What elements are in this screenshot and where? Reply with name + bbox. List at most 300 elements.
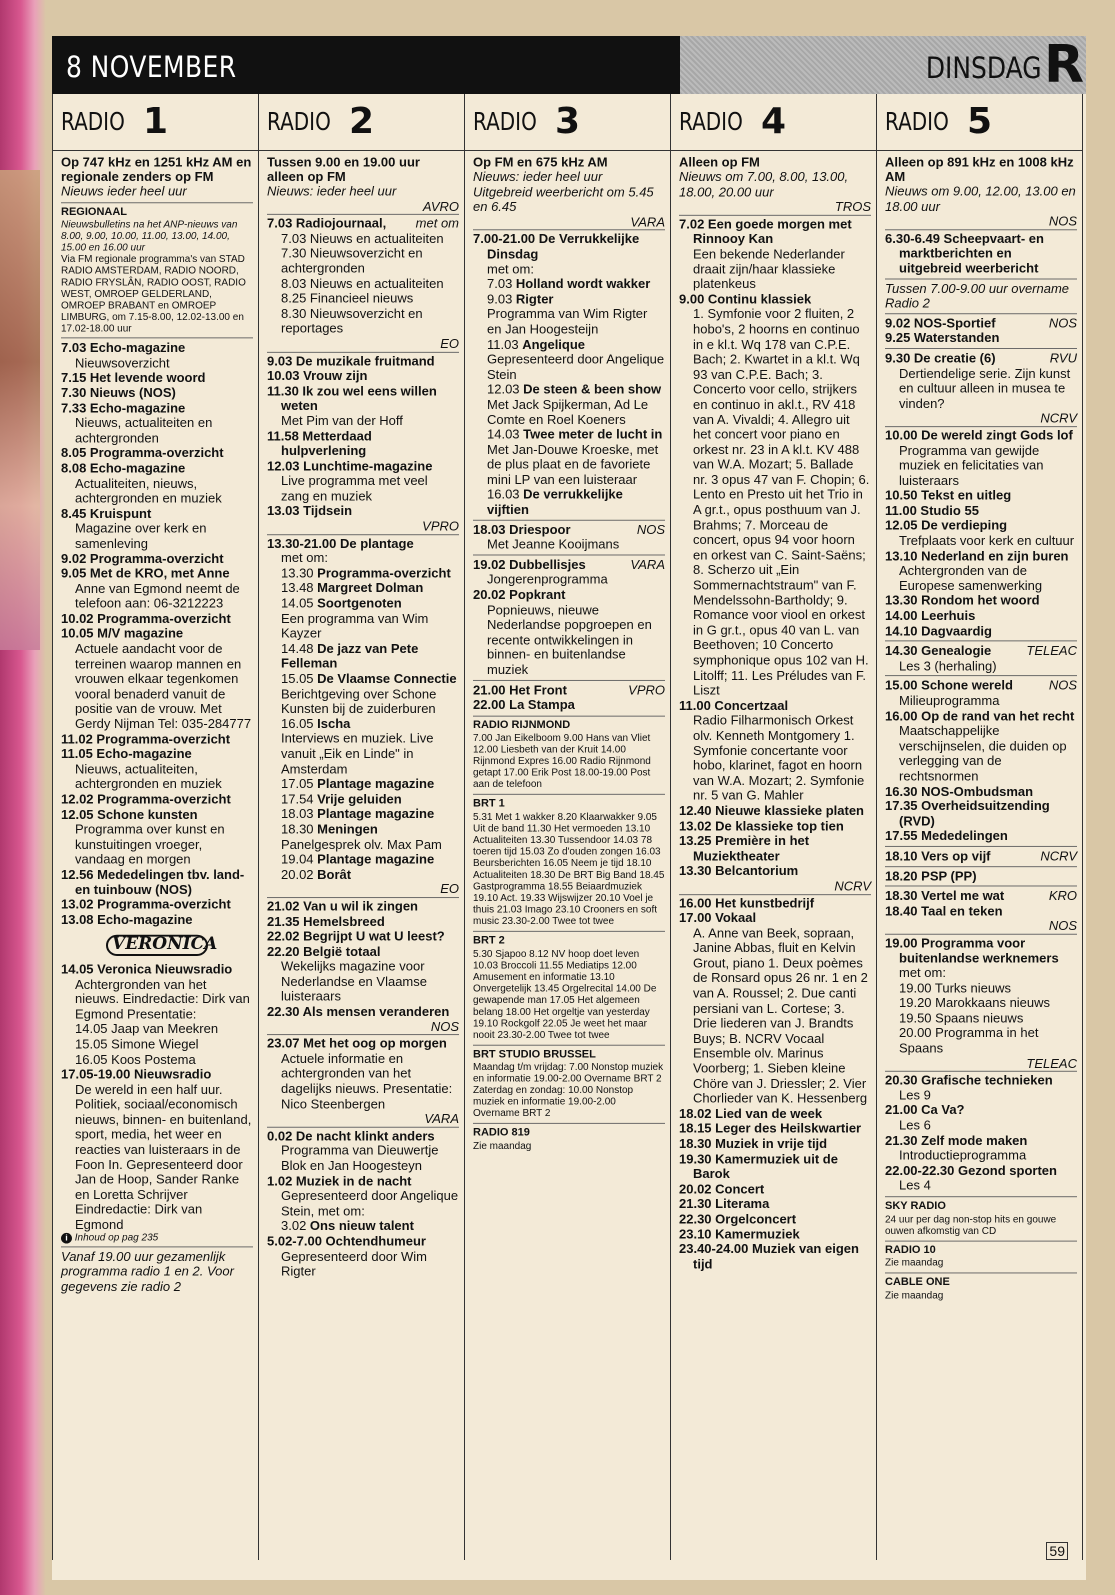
sub-program-title: Holland wordt wakker [515,276,651,292]
sub-program-time: 20.02 [281,866,318,882]
regional-station-title: CABLE ONE [885,1273,1077,1291]
divider [61,1246,253,1247]
program-title: 10.03 Vrouw zijn [267,368,368,383]
program-title: 7.33 Echo-magazine [61,400,186,416]
divider [885,676,1077,677]
program-title: 12.40 Nieuwe klassieke platen [679,803,864,818]
sub-program-title: Programma-overzicht [317,565,451,581]
page-day: DINSDAG [926,51,1042,85]
program-title: 20.30 Grafische technieken [885,1072,1053,1088]
program-title: 0.02 De nacht klinkt anders [267,1128,435,1143]
photo-strip [0,170,40,650]
program-description: Met Jeanne Kooijmans [487,537,620,552]
program-row [885,678,1077,693]
program-title: 8.05 Programma-overzicht [61,445,224,461]
program-title: 7.15 Het levende woord [61,370,206,386]
program-title: 10.05 M/V magazine [61,626,184,641]
program-title: 21.02 Van u wil ik zingen [267,898,418,914]
content-reference-text: Inhoud op pag 235 [72,1232,159,1244]
program-title: 22.30 Orgelconcert [679,1211,797,1227]
program-title: 16.00 Op de rand van het recht [885,708,1075,723]
channel-label: RADIO [267,107,331,137]
program-title: 12.03 Lunchtime-magazine [267,458,433,474]
program-description: Achtergronden van het nieuws. Eindredactie: Dirk van Egmond Presentatie: [75,976,250,1022]
program-title: 17.35 Overheidsuitzending (RVD) [885,798,1050,829]
section-badge: R [1044,35,1085,95]
program-title: 18.10 Vers op vijf [885,848,991,864]
news-info: Nieuws: ieder heel uur Uitgebreid weerbericht om 5.45 en 6.45 [473,169,654,215]
program-row [885,316,1077,331]
broadcaster: RVU [1049,350,1077,366]
channel-label: RADIO [885,107,949,137]
regional-station-schedule: Zie maandag [885,1258,944,1269]
program-title: 18.20 PSP (PP) [885,868,977,884]
divider [473,554,665,555]
regional-station-schedule: 7.00 Jan Eikelboom 9.00 Hans van Vliet 12.00 Liesbeth van der Kruit 14.00 Rijnmond Expres 16.00 Radio Rijnmond getapt 17.00 Erik Post 18.00-19.00 Post aan de telefoon [473,733,651,791]
program-title: 22.00 La Stampa [473,697,575,712]
program-description: Achtergronden van de Europese samenwerking [899,563,1043,593]
program-title: 8.08 Echo-magazine [61,460,186,476]
regional-station-title: BRT 1 [473,794,665,812]
broadcaster-label: NOS [885,919,1077,935]
program-title: 8.45 Kruispunt [61,505,152,521]
program-title: 22.30 Als mensen veranderen [267,1004,450,1019]
program-title: 22.02 Begrijpt U wat U leest? [267,929,445,944]
program-description: Dertiendelige serie. Zijn kunst en cultuur alleen in musea te vinden? [899,365,1071,411]
program-title: 19.02 Dubbellisjes [473,557,586,572]
sub-program-title: Plantage magazine [317,776,435,792]
program-title: 17.05-19.00 Nieuwsradio [61,1067,212,1082]
program-description: Programma van gewijde muziek en felicitaties van luisteraars [899,443,1044,488]
program-title: 12.56 Mededelingen tbv. land- en tuinbouw (NOS) [61,867,245,897]
program-description: met om: [487,261,534,277]
divider [885,846,1077,847]
divider [473,680,665,681]
broadcaster: VARA [630,557,665,572]
sub-program [885,1011,1077,1026]
sub-program [473,292,665,307]
sub-program-description: Panelgesprek olv. Max Pam [281,836,442,852]
sub-program-time: 14.05 Jaap van Meekren [75,1021,219,1037]
program-title: 13.30-21.00 De plantage [267,535,414,551]
program-title: 18.30 Muziek in vrije tijd [679,1136,828,1151]
channel-title [877,94,1082,151]
program-description: Anne van Egmond neemt de telefoon aan: 06-3212223 [75,581,240,611]
program-description: 1. Symfonie voor 2 fluiten, 2 hobo's, 2 hoorns en continuo in e kl.t. Wq 178 van C.P.E. Bach; 2. Kwartet in a kl.t. Wq 93 van C.P.E. Bach; 3. Concerto voor cello, strijkers en continuo in akl.t., RV 418 van A. Vivaldi; 4. Allegro uit het concert voor piano en orkest nr. 23 in A kl.t. KV 488 van W.A. Mozart; 5. Ballade nr. 3 opus 47 van F. Chopin; 6. Lento en Presto uit het Trio in A gr.t., opus posthuum van J. Brahms; 7. Morceau de concert, opus 94 voor hoorn en orkest van C. Saint-Saëns; 8. Scherzo uit „Ein Sommernachtstraum" van F. Mendelssohn-Bartholdy; 9. Romance voor viool en orkest in G gr.t., opus 40 van L. van Beethoven; 10 Concerto symphonique opus 102 van H. Litolff; 11. Les Préludes van F. Liszt [693,306,870,698]
frequency-info: Op 747 kHz en 1251 kHz AM en regionale zenders op FM [61,155,252,184]
sub-program-time: 19.00 Turks nieuws [899,980,1012,996]
sub-program [267,306,459,336]
sub-program [473,382,665,397]
sub-program [267,671,459,686]
news-info: Nieuws ieder heel uur [61,183,187,199]
regional-station-schedule: Zie maandag [885,1290,944,1302]
program-row [885,644,1077,659]
program-description: Programma over kunst en kunstuitingen vroeger, vandaag en morgen [75,821,225,867]
program-title: 19.30 Kamermuziek uit de Barok [679,1151,838,1181]
program-description: Nieuws, actualiteiten en achtergronden [75,415,213,446]
sub-program-time: 18.30 [281,821,318,837]
program-description: Les 4 [899,1178,931,1193]
channel-column-radio-1 [53,94,259,1560]
sub-program-time: 15.05 [281,671,318,686]
sub-program-description: Met Jack Spijkerman, Ad Le Comte en Roel Koeners [487,397,649,427]
divider [885,886,1077,887]
sub-program [61,1022,253,1037]
sub-program-title: Rigter [515,291,554,307]
program-title: 10.02 Programma-overzicht [61,611,231,626]
regional-station-title: SKY RADIO [885,1196,1077,1214]
sub-program [267,231,459,246]
channel-schedule [473,155,665,1153]
regional-station-schedule: 5.30 Sjapoo 8.12 NV hoop doet leven 10.03 Broccoli 11.55 Mediatips 12.00 Amusement en informatie 13.10 Onvergetelijk 13.45 Orgelrecital 14.00 De gewapende man 17.05 Het algemeen belang 18.00 Het orgeltje van yesterday 19.10 Rockgolf 22.05 Je weet het maar nooit 23.30-2.00 Twee tot twee [473,948,657,1041]
broadcaster: NOS [1048,315,1077,331]
program-description: Introductieprogramma [899,1148,1027,1163]
channel-number: 2 [349,101,375,143]
news-info: Nieuws: ieder heel uur [267,183,397,199]
regional-station-schedule: 5.31 Met 1 wakker 8.20 Klaarwakker 9.05 Uit de band 11.30 Het vermoeden 13.10 Actualiteiten 13.30 Tussendoor 14.03 78 toeren tijd 15.03 Zo d'ouden zongen 16.03 Beursberichten 16.05 Neem je tijd 18.10 Actualiteiten 18.30 De BRT Big Band 18.45 Gastprogramma 18.55 Beiaardmuziek 19.10 Act. 19.33 Wijswijzer 20.10 Voel je thuis 21.03 Imago 23.10 Crooners en soft music 23.30-2.00 Twee tot twee [473,812,665,927]
regional-station-schedule: Maandag t/m vrijdag: 7.00 Nonstop muziek en informatie 19.00-2.00 Overname BRT 2 Zaterdag en zondag: 10.00 Nonstop muziek en informatie 19.00-2.00 Overname BRT 2 [473,1062,664,1120]
program-description: Les 9 [899,1088,931,1103]
sub-program [267,807,459,822]
program-title: 9.30 De creatie (6) [885,350,996,366]
regional-title: REGIONAAL [61,202,253,220]
sub-program-title: Ons nieuw talent [309,1218,414,1234]
program-title: 7.03 Echo-magazine [61,340,186,355]
frequency-info: Alleen op FM [679,155,760,170]
program-title: 13.10 Nederland en zijn buren [885,548,1069,563]
frequency-info: Op FM en 675 kHz AM [473,155,608,170]
channel-label: RADIO [679,107,743,137]
sub-program-time: 9.03 [487,291,516,307]
program-title: 9.02 Programma-overzicht [61,551,224,566]
program-title: 20.02 Popkrant [473,587,566,602]
program-description: Actuele informatie en achtergronden van het dagelijks nieuws. Presentatie: Nico Steenbergen [281,1051,453,1111]
broadcaster: VPRO [628,682,665,697]
sub-program-time: 7.03 [487,276,516,292]
sub-program [267,867,459,882]
sub-program-description: Met Jan-Douwe Kroeske, met de plus plaat en de favoriete mini LP van een luisteraar [487,442,659,487]
broadcaster-label: TROS [679,200,871,216]
program-description: met om: [899,965,946,981]
sub-program [267,291,459,306]
program-description: Nieuws, actualiteiten, achtergronden en muziek [75,761,222,792]
channel-number: 3 [555,101,581,143]
regional-text: Via FM regionale programma's van STAD RADIO AMSTERDAM, RADIO NOORD, RADIO FRYSLÂN, RADIO OOST, RADIO WEST, OMROEP GELDERLAND, OMROEP BRABANT en OMROEP LIMBURG, om 7.15-8.00, 12.02-13.00 en 17.02-18.00 uur [61,254,246,335]
program-row [473,557,665,572]
program-title: 15.00 Schone wereld [885,678,1013,693]
sub-program [267,852,459,867]
program-title: 18.40 Taal en teken [885,903,1003,919]
channel-schedule [885,155,1077,1302]
sub-program-title: Margreet Dolman [317,580,424,596]
divider [885,313,1077,314]
broadcaster-label: NOS [885,214,1077,230]
program-title: 18.30 Vertel me wat [885,888,1005,903]
program-title: 21.35 Hemelsbreed [267,913,385,929]
program-description: Jongerenprogramma [487,572,608,587]
broadcaster-label: EO [267,882,459,898]
sub-program [267,276,459,291]
program-description: Radio Filharmonisch Orkest olv. Kenneth Montgomery 1. Symfonie concertante voor hobo, klarinet, fagot en hoorn van W.A. Mozart; 2. Symfonie nr. 5 van G. Mahler [693,713,865,803]
sub-program-title: Plantage magazine [317,851,435,867]
program-title: 21.30 Zelf mode maken [885,1133,1028,1148]
header-bar [52,36,1086,94]
sub-program-title: Vrije geluiden [317,791,402,807]
regional-station-schedule: Zie maandag [473,1140,532,1152]
sub-program [473,337,665,352]
sub-program-time: 8.30 Nieuwsoverzicht en reportages [281,306,423,336]
program-title: 17.00 Vokaal [679,910,757,926]
program-title: 13.30 Belcantorium [679,863,799,879]
channel-number: 1 [143,101,169,143]
program-title: 9.25 Waterstanden [885,330,1000,346]
sub-program [885,1026,1077,1056]
regional-station-title: BRT STUDIO BRUSSEL [473,1044,665,1062]
divider [885,278,1077,279]
program-title: 13.30 Rondom het woord [885,593,1040,609]
program-title: 14.10 Dagvaardig [885,623,992,639]
sub-program [267,822,459,837]
channel-schedule [61,155,253,1294]
program-description: Popnieuws, nieuwe Nederlandse popgroepen en recente ontwikkelingen in binnen- en buitenlandse muziek [487,602,652,678]
broadcaster: TELEAC [1026,643,1077,658]
regional-station-title: RADIO 819 [473,1123,665,1141]
channel-label: RADIO [473,107,537,137]
program-title: 13.08 Echo-magazine [61,912,193,927]
sub-program [267,641,459,671]
sub-program-title: De verrukkelijke vijftien [487,487,623,517]
program-title: 18.02 Lied van de week [679,1106,823,1121]
program-title: 9.05 Met de KRO, met Anne [61,566,230,581]
program-title: 10.50 Tekst en uitleg [885,488,1012,503]
program-row [885,351,1077,366]
sub-program [267,716,459,731]
channel-title [53,94,258,151]
program-description: Trefplaats voor kerk en cultuur [899,533,1075,548]
sub-program-time: 11.03 [487,336,523,352]
program-row [473,522,665,537]
broadcaster-label: TELEAC [885,1056,1077,1072]
channel-column-radio-3 [465,94,671,1560]
sub-program-time: 19.20 Marokkaans nieuws [899,995,1051,1011]
sub-program-description: Interviews en muziek. Live vanuit „Eik en Linde" in Amsterdam [281,731,434,777]
sub-program [267,777,459,792]
program-title: 12.05 De verdieping [885,518,1008,533]
sub-program-time: 17.05 [281,776,318,792]
overname-note: Tussen 7.00-9.00 uur overname Radio 2 [885,280,1070,311]
channel-column-radio-5 [877,94,1083,1560]
broadcaster: NCRV [1040,848,1077,864]
regional-note: Nieuwsbulletins na het ANP-nieuws van 8.00, 9.00, 10.00, 11.00, 13.00, 14.00, 15.00 en 16.00 uur [61,219,238,254]
program-description: Milieuprogramma [899,693,1000,708]
divider [885,348,1077,349]
broadcaster: KRO [1048,888,1077,903]
sub-program-time: 13.48 [281,580,318,596]
veronica-logo: VERONICA [106,935,208,956]
program-description: Maatschappelijke verschijnselen, die duiden op verlegging van de rechtsnormen [899,723,1067,784]
sub-program [267,792,459,807]
program-title: 22.00-22.30 Gezond sporten [885,1163,1057,1178]
sub-program [267,1219,459,1234]
program-title: 11.02 Programma-overzicht [61,731,231,747]
sub-program-title: Borât [317,866,352,882]
program-title: 21.00 Het Front [473,682,567,697]
program-title: 11.30 Ik zou wel eens willen weten [267,383,437,413]
sub-program-time: 18.03 [281,806,318,822]
program-title: 11.00 Concertzaal [679,698,789,713]
program-description: met om: [281,550,328,566]
channel-number: 5 [967,101,993,143]
program-title: 9.00 Continu klassiek [679,291,812,307]
channel-column-radio-2 [259,94,465,1560]
program-title: 13.02 Programma-overzicht [61,897,231,912]
broadcaster-label: NCRV [679,879,871,895]
broadcaster-label: NOS [267,1019,459,1035]
channel-label: RADIO [61,107,125,137]
program-description: Nieuwsoverzicht [75,355,170,370]
frequency-info: Tussen 9.00 en 19.00 uur alleen op FM [267,155,420,184]
news-info: Nieuws om 9.00, 12.00, 13.00 en 18.00 uur [885,183,1076,214]
sub-program-title: Meningen [317,821,378,837]
program-description: Gepresenteerd door Angelique Stein, met om: [281,1188,459,1219]
page-date: 8 NOVEMBER [66,50,237,84]
sub-program-time: 8.25 Financieel nieuws [281,291,414,306]
program-row [473,682,665,697]
program-title: 12.05 Schone kunsten [61,806,198,822]
program-title: 10.00 De wereld zingt Gods lof [885,428,1073,443]
broadcaster: NOS [1048,678,1077,693]
program-title: 9.02 NOS-Sportief [885,315,996,331]
sub-program [885,981,1077,996]
sub-program-description: Berichtgeving over Schone Kunsten bij de zuiderburen [281,686,437,716]
broadcaster-label: NCRV [885,411,1077,427]
sub-program-time: 8.03 Nieuws en actualiteiten [281,276,444,291]
program-title: 13.25 Première in het Muziektheater [679,833,810,864]
sub-program-time: 14.03 [487,427,524,442]
channel-number: 4 [761,101,787,143]
program-row [885,889,1077,904]
tv-guide-page [52,36,1086,1580]
program-description: Actuele aandacht voor de terreinen waarop mannen en vrouwen elkaar tegenkomen vooral benaderd vanuit de positie van de vrouw. Met Gerdy Nijman Tel: 035-284777 [75,641,252,732]
sub-program-title: De jazz van Pete Felleman [281,641,419,671]
sub-program-time: 15.05 Simone Wiegel [75,1036,199,1052]
program-title: 6.30-6.49 Scheepvaart- en marktberichten en uitgebreid weerbericht [885,231,1044,276]
program-description: A. Anne van Beek, sopraan, Janine Abbas, fluit en Kelvin Grout, piano 1. Deux poèmes de Ronsard opus 26 nr. 1 en 2 van A. Roussel; 2. Due canti persiani van L. Cortese; 3. Drie liederen van J. Brandts Buys; B. NCRV Vocaal Ensemble olv. Marinus Voorberg; 1. Sieben kleine Chöre van J. Driessler; 2. Vier Chorlieder van K. Hessenberg [693,925,868,1106]
sub-program-time: 12.03 [487,382,524,397]
sub-program [61,1037,253,1052]
broadcaster-label: VARA [267,1112,459,1128]
sub-program-time: 14.05 [281,596,318,611]
sub-program-title: Plantage magazine [317,806,435,822]
sub-program-time: 17.54 [281,791,318,807]
broadcaster-label: EO [267,336,459,352]
channel-column-radio-4 [671,94,877,1560]
program-title: 16.00 Het kunstbedrijf [679,895,815,911]
program-title: 13.02 De klassieke top tien [679,818,844,833]
divider [885,866,1077,867]
divider [61,338,253,339]
program-title: 17.55 Mededelingen [885,828,1008,844]
sub-program-title: De Vlaamse Connectie [317,671,457,686]
news-info: Nieuws om 7.00, 8.00, 13.00, 18.00, 20.00 uur [679,169,849,199]
program-title: 18.03 Driespoor [473,522,571,537]
sub-program-title: Angelique [522,336,586,352]
broadcaster: NOS [636,522,665,537]
sub-program-description: Programma van Wim Rigter en Jan Hoogesteijn [487,306,648,337]
sub-program-title: Twee meter de lucht in [523,427,663,442]
sub-program-time: 16.03 [487,487,524,502]
program-title: 9.03 De muzikale fruitmand [267,353,435,368]
program-title: 7.30 Nieuws (NOS) [61,385,176,401]
program-title: 11.58 Metterdaad hulpverlening [267,428,372,459]
sub-program [473,277,665,292]
sub-program-title: Soortgenoten [317,596,402,611]
program-title: 14.05 Veronica Nieuwsradio [61,961,233,977]
sub-program [267,581,459,596]
sub-program-time: 7.03 Nieuws en actualiteiten [281,231,444,246]
sub-program-time: 16.05 Koos Postema [75,1051,196,1067]
broadcaster: met om [415,215,459,231]
sub-program-time: 19.04 [281,851,318,867]
program-description: Les 3 (herhaling) [899,658,997,674]
program-description: Programma van Dieuwertje Blok en Jan Hoogesteyn [281,1143,439,1174]
program-title: 20.02 Concert [679,1181,765,1197]
channel-columns [52,94,1087,1560]
program-title: 11.05 Echo-magazine [61,746,192,762]
sub-program [267,566,459,581]
program-row [885,849,1077,864]
program-title: 23.10 Kamermuziek [679,1226,800,1242]
sub-program-description: Gepresenteerd door Angelique Stein [487,351,665,382]
sub-program [61,1052,253,1067]
channel-schedule [267,155,459,1279]
sub-program [473,487,665,517]
program-title: 5.02-7.00 Ochtendhumeur [267,1233,426,1249]
program-description: Live programma met veel zang en muziek [281,473,428,504]
content-reference [61,1233,253,1245]
broadcaster-label: VARA [473,215,665,231]
program-title: 7.02 Een goede morgen met Rinnooy Kan [679,216,852,247]
program-title: 1.02 Muziek in de nacht [267,1173,412,1189]
program-description: Wekelijks magazine voor Nederlandse en Vlaamse luisteraars [281,959,427,1004]
program-description: Les 6 [899,1118,931,1133]
sub-program [885,996,1077,1011]
program-description: Met Pim van der Hoff [281,413,403,429]
sub-program [267,246,459,276]
sub-program-time: 7.30 Nieuwsoverzicht en achtergronden [281,246,423,276]
program-title: 14.00 Leerhuis [885,608,976,624]
regional-station-title: BRT 2 [473,931,665,949]
sub-program-time: 13.30 [281,565,318,581]
channel-title [259,94,464,151]
sub-program-description: Een programma van Wim Kayzer [281,611,429,641]
program-title: 21.30 Literama [679,1196,770,1212]
program-title: 7.00-21.00 De Verrukkelijke Dinsdag [473,231,640,262]
broadcaster-label: AVRO [267,199,459,215]
divider [473,519,665,520]
frequency-info: Alleen op 891 kHz en 1008 kHz AM [885,155,1074,184]
program-title: 21.00 Ca Va? [885,1103,965,1118]
program-title: 18.15 Leger des Heilskwartier [679,1121,862,1136]
sub-program-time: 3.02 [281,1218,310,1234]
program-title: 23.07 Met het oog op morgen [267,1036,447,1051]
program-title: 13.03 Tijdsein [267,503,353,519]
program-description: Magazine over kerk en samenleving [75,521,207,551]
sub-program [267,596,459,611]
program-title: 16.30 NOS-Ombudsman [885,783,1034,799]
program-description: Gepresenteerd door Wim Rigter [281,1248,427,1279]
